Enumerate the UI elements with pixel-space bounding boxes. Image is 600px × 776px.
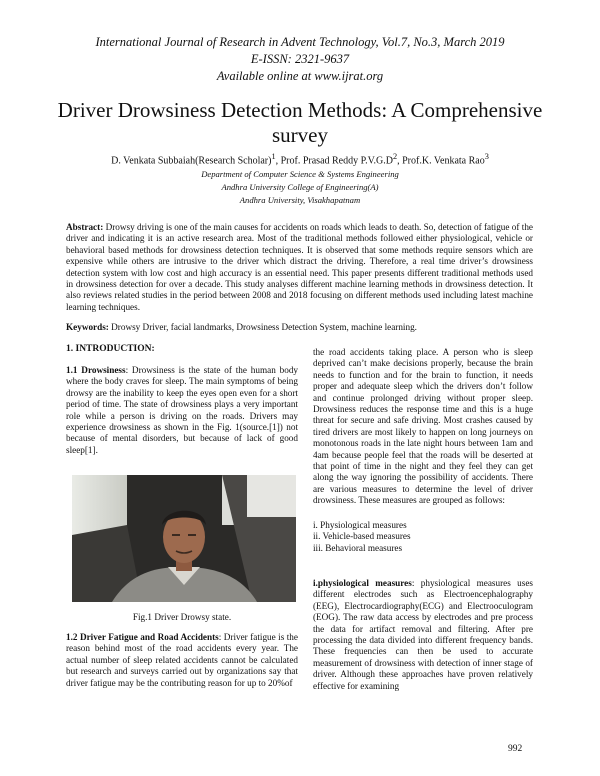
subsection-heading-fatigue: 1.2 Driver Fatigue and Road Accidents [66,632,219,642]
abstract-label: Abstract: [66,222,104,232]
affiliation-dept: Department of Computer Science & Systems Engineering [201,169,399,179]
measures-list [313,520,411,554]
author-1-sup: 1 [271,152,276,161]
online-line: Available online at www.ijrat.org [216,69,384,83]
issn-line: E-ISSN: 2321-9637 [250,52,350,66]
figure-driver-drowsy-photo [72,475,296,602]
author-3-sup: 3 [484,152,489,161]
fatigue-text: : Driver fatigue is the reason behind most of the road accidents every year. The actual number of sleep related accidents cannot be calculated but research and surveys carried out by organizations say that driver fatigue may be the contributing reason for up to 20%of [66,632,298,688]
keywords-label: Keywords: [66,322,109,332]
affiliation-college: Andhra University College of Engineering(A) [221,182,379,192]
col1-para-fatigue [66,632,298,689]
list-item: ii. Vehicle-based measures [313,531,411,542]
keywords [66,322,533,333]
drowsiness-text: : Drowsiness is the state of the human body where the body craves for sleep. The main symptoms of being drowsy are the inability to keep the eyes open even for a short period of time. The state of drowsiness plays a very important role while a person is driving on the roads. Drivers may experience drowsiness as shown in the Fig. 1(source.[1]) not because of mental disorders, but because of lack of good sleep[1]. [66,365,299,455]
abstract-text: Drowsy driving is one of the main causes for accidents on roads which leads to death. So, detection of fatigue of the driver and indicating it is an active research area. Most of the traditional methods followed either physiological, vehicle or behavioral based methods for drowsiness detection techniques. It is observed that some methods require sensors which are expensive while others are intrusive to the driver which distract the driving. Therefore, a real time driver’s drowsiness detection system with low cost and high accuracy is an essential need. This paper presents different traditional methods used in drowsiness detection for over a decade. This study analyses different machine learning methods in drowsiness detection. It also reviews related studies in the period between 2008 and 2018 focusing on different methods used including latest machine learning techniques. [66,222,533,312]
journal-header: International Journal of Research in Advent Technology, Vol.7, No.3, March 2019 [95,35,505,49]
section-heading-introduction: 1. INTRODUCTION: [66,344,155,354]
physiological-text: : physiological measures uses different electrodes such as Electroencephalography (EEG), Electrocardiography(ECG) and Electrooculogram (EOG). The raw data access by electrodes and pre process the data for artifact removal and filtering. After pre processing the data divided into different frequency bands. These frequencies can then be used to accurate measurement of drowsiness with detection of inner stage of driver. Although these approaches have proven relatively effective for examining [313,578,533,691]
abstract [66,222,533,313]
keywords-text: Drowsy Driver, facial landmarks, Drowsiness Detection System, machine learning. [111,322,417,332]
col2-para-physiological [313,578,533,692]
paper-title: Driver Drowsiness Detection Methods: A Comprehensive survey [57,98,543,147]
author-2: , Prof. Prasad Reddy P.V.G.D [275,155,393,167]
author-1: D. Venkata Subbaiah(Research Scholar) [111,155,272,167]
list-item: i. Physiological measures [313,520,407,530]
subsection-heading-drowsiness: 1.1 Drowsiness [66,365,126,375]
author-3: , Prof.K. Venkata Rao [397,155,485,167]
col2-para-accidents [313,347,533,507]
list-item: iii. Behavioral measures [313,542,403,553]
author-2-sup: 2 [392,152,398,161]
authors-line [20,152,580,166]
col2-text: the road accidents taking place. A person who is sleep deprived can’t make decisions properly, because the brain needs to function and for the brain to function, it needs proper and adequate sleep which the drivers don’t follow and continue prolonged driving without proper sleep. Drowsiness reduces the response time and this is a huge threat for secure and safe driving. Most crashes caused by tired drivers are most likely to happen on long journeys on monotonous roads in the late night hours between 1am and 4am because people feel that the roads will be deserted at that point of time in the night and they feel they can get along the way ignoring the possibility of accidents. There are various measures to determine the level of driver drowsiness. These measures are grouped as follows: [313,347,533,506]
col1-para-drowsiness [66,365,298,456]
affiliation-univ: Andhra University, Visakhapatnam [239,195,361,205]
page-number: 992 [508,744,523,754]
physiological-heading: i.physiological measures [313,578,412,588]
figure-caption: Fig.1 Driver Drowsy state. [132,612,232,622]
